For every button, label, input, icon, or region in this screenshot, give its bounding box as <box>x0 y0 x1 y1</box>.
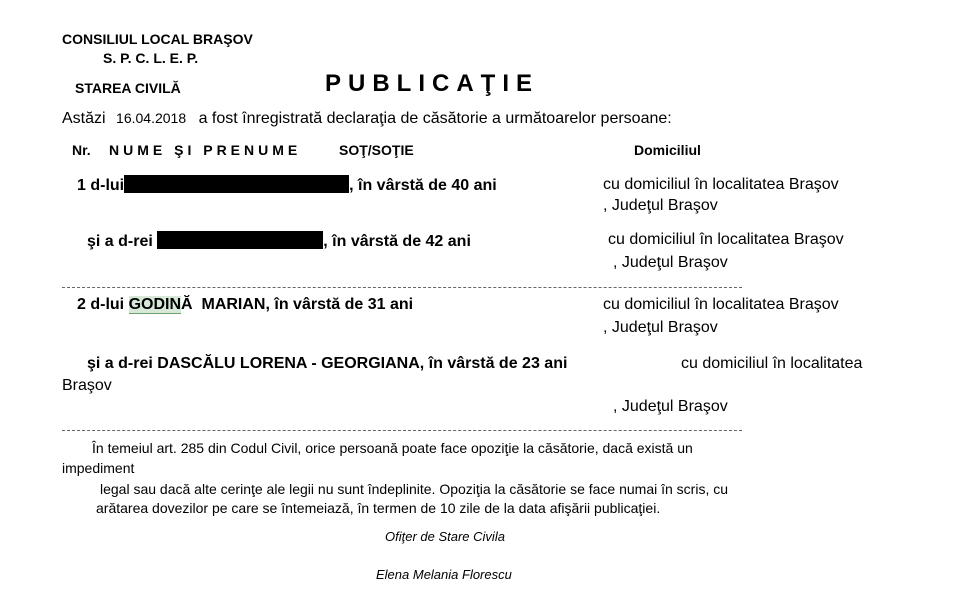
couple-1-groom-prefix: d-lui <box>90 177 125 194</box>
section-divider <box>62 430 742 431</box>
couple-2-bride-county: , Judeţul Braşov <box>613 398 728 415</box>
redacted-name-block <box>124 175 349 193</box>
intro-prefix: Astăzi <box>62 110 106 127</box>
couple-1-groom <box>77 175 497 195</box>
council-name: CONSILIUL LOCAL BRAŞOV <box>62 31 253 47</box>
couple-1-bride-domicile: cu domiciliul în localitatea Braşov <box>608 231 844 248</box>
couple-1-groom-county: , Judeţul Braşov <box>603 197 718 214</box>
redacted-name-block <box>157 231 323 249</box>
couple-2-groom <box>77 296 413 314</box>
document-title: PUBLICAŢIE <box>325 70 539 97</box>
service-name: S. P. C. L. E. P. <box>103 50 199 66</box>
intro-text: a fost înregistrată declaraţia de căsătorie a următoarelor persoane: <box>198 110 672 127</box>
column-spouse: SOŢ/SOŢIE <box>339 142 414 158</box>
intro-line <box>62 110 672 128</box>
couple-2-nr: 2 <box>77 296 86 313</box>
couple-2-bride <box>87 355 567 373</box>
couple-2-groom-prefix: d-lui <box>90 296 125 313</box>
couple-2-bride-prefix: şi a d-rei <box>87 355 153 372</box>
couple-2-groom-age: , în vârstă de 31 ani <box>265 296 414 313</box>
couple-2-bride-locality: Braşov <box>62 377 112 394</box>
section-divider <box>62 287 742 288</box>
couple-2-groom-county: , Judeţul Braşov <box>603 319 718 336</box>
couple-2-bride-name: DASCĂLU LORENA - GEORGIANA <box>157 355 420 372</box>
officer-role: Ofiţer de Stare Civila <box>385 529 505 544</box>
officer-name: Elena Melania Florescu <box>376 567 512 582</box>
couple-2-bride-age: , în vârstă de 23 ani <box>419 355 568 372</box>
notice-line-1: În temeiul art. 285 din Codul Civil, orice persoană poate face opoziţie la căsătorie, dacă există un <box>92 440 693 456</box>
notice-line-2: impediment <box>62 460 135 476</box>
column-nr: Nr. <box>72 142 91 158</box>
column-domicile: Domiciliul <box>634 142 701 158</box>
intro-date: 16.04.2018 <box>116 110 187 126</box>
column-name: NUME ŞI PRENUME <box>109 142 302 158</box>
couple-2-groom-firstname: MARIAN <box>201 296 266 313</box>
couple-2-groom-domicile: cu domiciliul în localitatea Braşov <box>603 296 839 313</box>
notice-line-4: arătarea dovezilor pe care se întemeiază, în termen de 10 zile de la data afişării publicaţiei. <box>96 500 661 516</box>
highlighted-surname: GODIN <box>128 296 182 313</box>
couple-2-bride-domicile: cu domiciliul în localitatea <box>681 355 863 372</box>
department-name: STAREA CIVILĂ <box>75 80 181 96</box>
couple-1-bride <box>87 231 471 251</box>
couple-1-bride-prefix: şi a d-rei <box>87 233 153 250</box>
couple-1-bride-age: , în vârstă de 42 ani <box>323 233 471 250</box>
couple-1-nr: 1 <box>77 177 86 194</box>
notice-line-3: legal sau dacă alte cerinţe ale legii nu sunt îndeplinite. Opoziţia la căsătorie se face numai în scris, cu <box>100 481 729 497</box>
couple-2-groom-surname-end: Ă <box>181 296 193 313</box>
couple-1-groom-age: , în vârstă de 40 ani <box>349 177 497 194</box>
couple-1-groom-domicile: cu domiciliul în localitatea Braşov <box>603 176 839 193</box>
couple-1-bride-county: , Judeţul Braşov <box>613 254 728 271</box>
